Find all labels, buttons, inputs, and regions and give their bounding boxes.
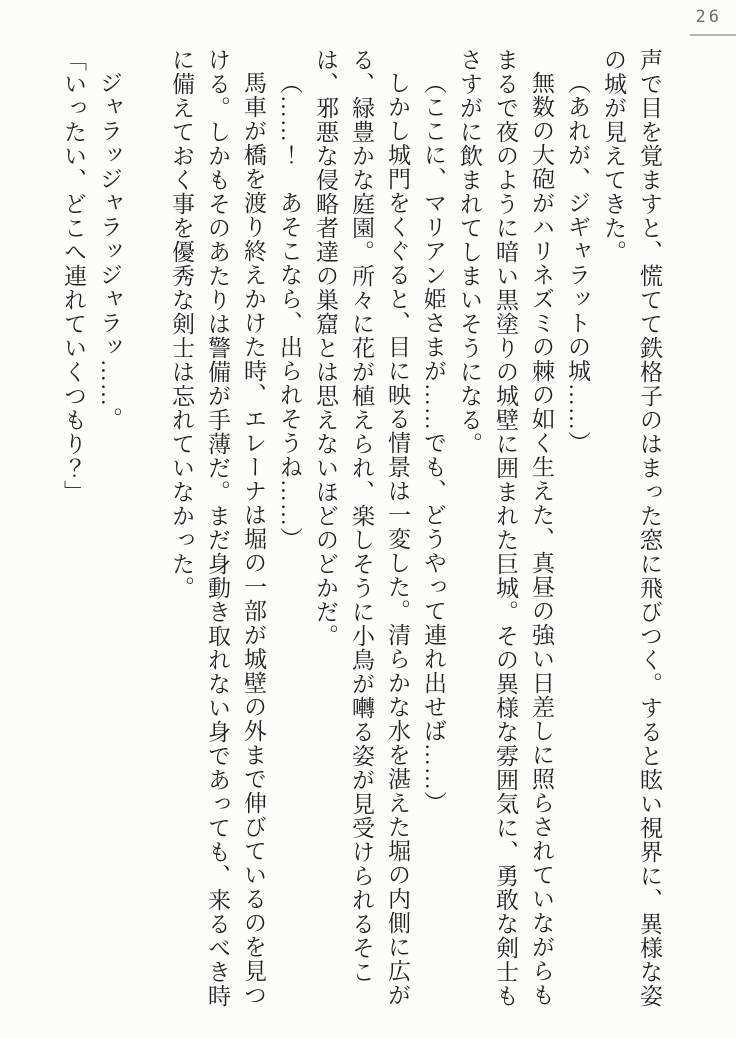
page-number: 26 — [695, 7, 722, 27]
paragraph: （ここに、マリアン姫さまが……でも、どうやって連れ出せば……） — [421, 71, 446, 815]
paragraph: 馬車が橋を渡り終えかけた時、エレーナは堀の一部が城壁の外まで伸びているのを見つける。しかもそのあたりは警備が手薄だ。まだ身動き取れない身であっても、来るべき時に備えておく事を優秀な剣士は忘れていなかった。 — [169, 48, 266, 1008]
paragraph: しかし城門をくぐると、目に映る情景は一変した。清らかな水を湛えた堀の内側に広がる、緑豊かな庭園。所々に花が植えられ、楽しそうに小鳥が囀る姿が見受けられるそこは、邪悪な侵略者達の巣窟とは思えないほどのどかだ。 — [313, 48, 410, 1007]
text-block — [55, 48, 667, 1010]
paragraph: 「いったい、どこへ連れていくつもり？」 — [61, 48, 86, 504]
blank-line — [127, 48, 163, 1010]
paragraph: （……！ あそこなら、出られそうね……） — [277, 71, 302, 551]
paragraph: 無数の大砲がハリネズミの棘の如く生えた、真昼の強い日差しに照らされていながらもまるで夜のように暗い黒塗りの城壁に囲まれた巨城。その異様な雰囲気に、勇敢な剣士もさすがに飲まれてしまいそうになる。 — [457, 48, 554, 1008]
paragraph: 声で目を覚ますと、慌てて鉄格子のはまった窓に飛びつく。すると眩い視界に、異様な姿の城が見えてきた。 — [601, 48, 662, 1008]
page-number-rule — [690, 34, 736, 36]
paragraph: （あれが、ジギャラットの城……） — [565, 71, 590, 455]
paragraph: ジャラッジャラッジャラッ……。 — [97, 71, 122, 431]
